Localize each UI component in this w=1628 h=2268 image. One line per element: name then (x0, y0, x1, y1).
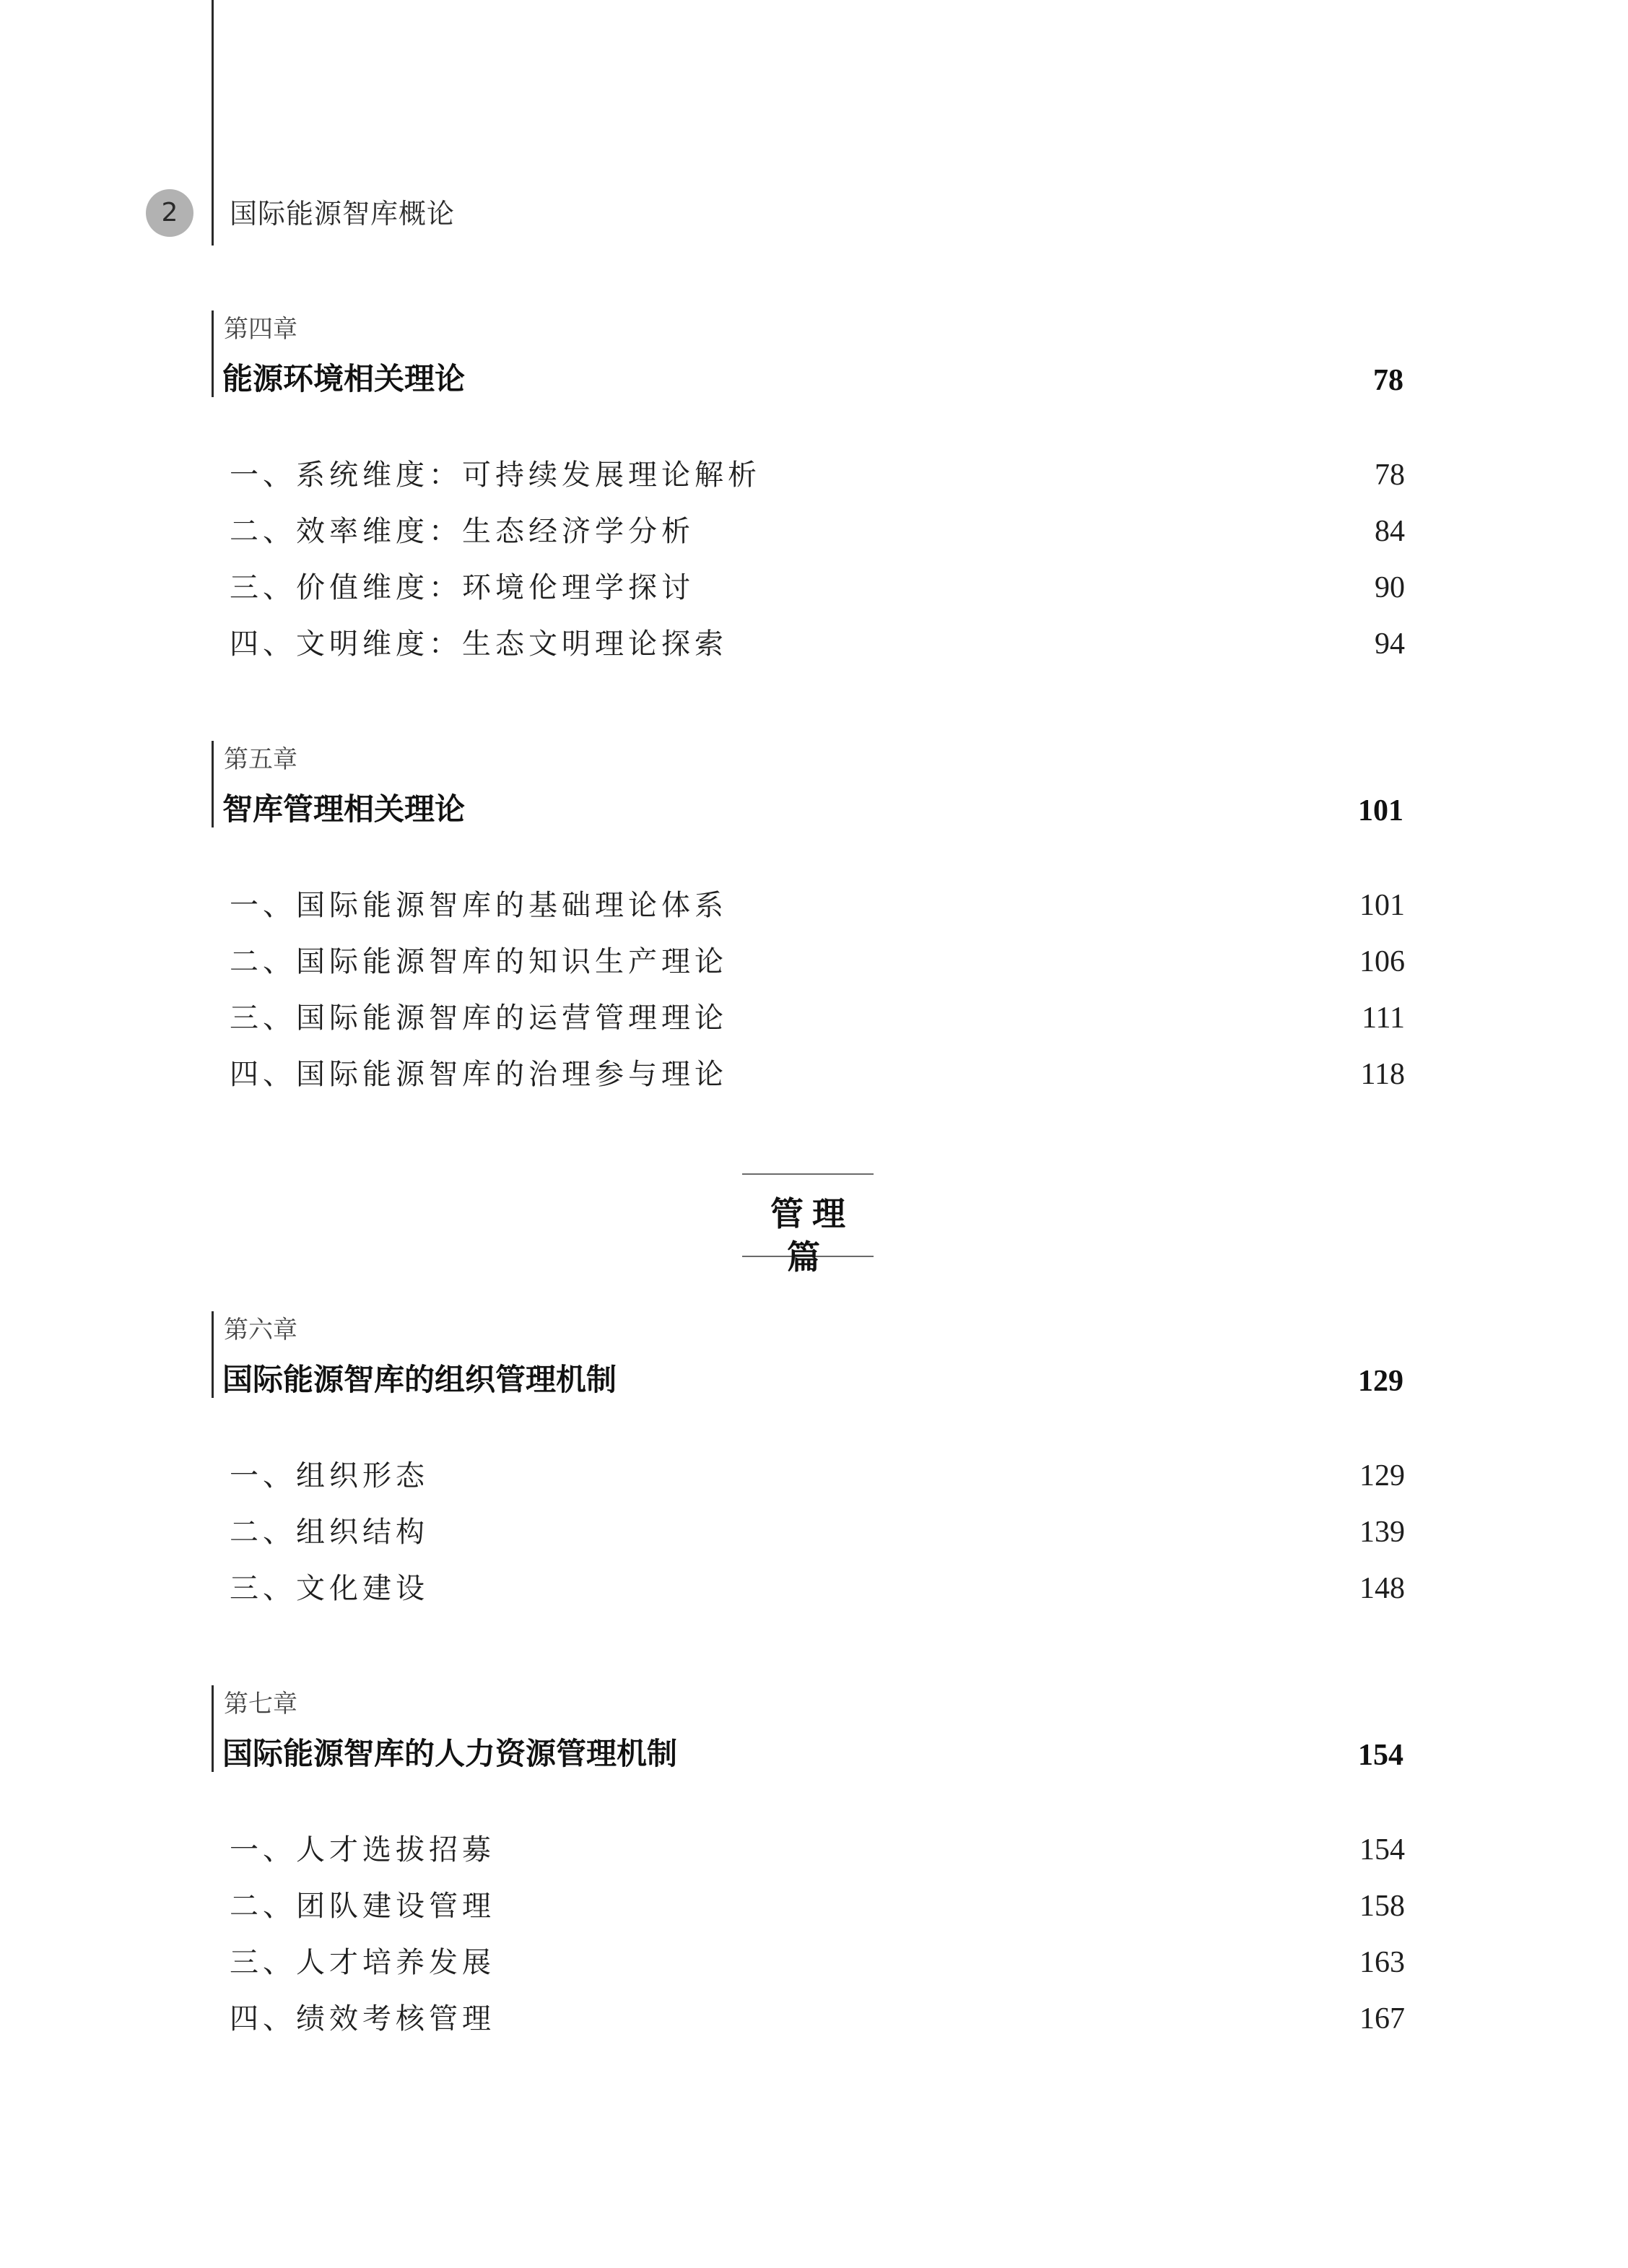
toc-entry-page: 111 (1362, 1002, 1405, 1035)
toc-entry-page: 118 (1360, 1058, 1405, 1091)
toc-entry-label: 四、文明维度：生态文明理论探索 (230, 627, 728, 661)
toc-entry[interactable] (230, 1047, 1405, 1103)
chapter-page-number[interactable]: 129 (1358, 1365, 1403, 1398)
toc-entry[interactable] (230, 1822, 1405, 1879)
toc-entry-page: 167 (1359, 2002, 1405, 2035)
chapter-title[interactable]: 能源环境相关理论 (222, 361, 466, 396)
toc-entry-label: 一、组织形态 (230, 1459, 429, 1493)
chapter-number: 第四章 (224, 315, 297, 344)
toc-entry[interactable] (230, 1505, 1405, 1561)
part-heading (742, 1173, 874, 1277)
chapter-title[interactable]: 智库管理相关理论 (222, 791, 466, 827)
toc-entry[interactable] (230, 504, 1405, 560)
chapter-page-number[interactable]: 78 (1373, 364, 1403, 397)
toc-entry-label: 一、国际能源智库的基础理论体系 (230, 889, 728, 922)
toc-entry-label: 二、效率维度：生态经济学分析 (230, 515, 695, 548)
toc-entry-label: 三、国际能源智库的运营管理理论 (230, 1002, 728, 1035)
chapter-title[interactable]: 国际能源智库的组织管理机制 (222, 1362, 617, 1397)
toc-entry-page: 101 (1359, 889, 1405, 922)
running-header-title: 国际能源智库概论 (230, 198, 456, 230)
toc-entry-page: 154 (1359, 1833, 1405, 1867)
toc-entry-page: 90 (1375, 571, 1405, 604)
toc-entry-page: 163 (1359, 1946, 1405, 1979)
toc-entry-page: 148 (1359, 1572, 1405, 1605)
toc-entry[interactable] (230, 1935, 1405, 1991)
toc-entry-page: 106 (1359, 945, 1405, 978)
toc-entry-label: 二、组织结构 (230, 1516, 429, 1549)
chapter-title[interactable]: 国际能源智库的人力资源管理机制 (222, 1736, 678, 1771)
chapter-heading (212, 310, 1405, 397)
part-title: 管理篇 (770, 1194, 854, 1277)
toc-entry-label: 三、文化建设 (230, 1572, 429, 1605)
chapter-number: 第七章 (224, 1690, 297, 1719)
toc-entry-page: 129 (1359, 1459, 1405, 1493)
chapter-heading (212, 1685, 1405, 1772)
toc-entry[interactable] (230, 991, 1405, 1047)
chapter-number: 第五章 (224, 745, 297, 774)
toc-entry[interactable] (230, 1879, 1405, 1935)
toc-entry-label: 一、人才选拔招募 (230, 1833, 495, 1867)
toc-entry[interactable] (230, 878, 1405, 934)
toc-entry-label: 四、国际能源智库的治理参与理论 (230, 1058, 728, 1091)
toc-entry-label: 三、价值维度：环境伦理学探讨 (230, 571, 695, 604)
chapter-page-number[interactable]: 154 (1358, 1739, 1403, 1772)
section-list (230, 878, 1405, 1103)
chapter-heading (212, 741, 1405, 827)
page-number-badge: 2 (146, 189, 193, 237)
toc-entry-label: 四、绩效考核管理 (230, 2002, 495, 2035)
toc-entry-page: 139 (1359, 1516, 1405, 1549)
toc-entry-label: 二、团队建设管理 (230, 1890, 495, 1923)
toc-entry[interactable] (230, 1991, 1405, 2048)
toc-entry-label: 二、国际能源智库的知识生产理论 (230, 945, 728, 978)
toc-entry[interactable] (230, 1561, 1405, 1617)
chapter-page-number[interactable]: 101 (1358, 794, 1403, 827)
toc-entry-label: 三、人才培养发展 (230, 1946, 495, 1979)
toc-entry-label: 一、系统维度：可持续发展理论解析 (230, 459, 761, 492)
section-list (230, 448, 1405, 673)
toc-entry[interactable] (230, 617, 1405, 673)
toc-entry-page: 94 (1375, 627, 1405, 661)
header-vertical-rule (212, 0, 214, 246)
section-list (230, 1822, 1405, 2048)
chapter-heading (212, 1311, 1405, 1398)
toc-entry[interactable] (230, 934, 1405, 991)
toc-entry[interactable] (230, 1448, 1405, 1505)
toc-entry-page: 84 (1375, 515, 1405, 548)
toc-entry[interactable] (230, 560, 1405, 617)
toc-entry[interactable] (230, 448, 1405, 504)
toc-entry-page: 78 (1375, 459, 1405, 492)
toc-entry-page: 158 (1359, 1890, 1405, 1923)
chapter-number: 第六章 (224, 1316, 297, 1344)
section-list (230, 1448, 1405, 1617)
